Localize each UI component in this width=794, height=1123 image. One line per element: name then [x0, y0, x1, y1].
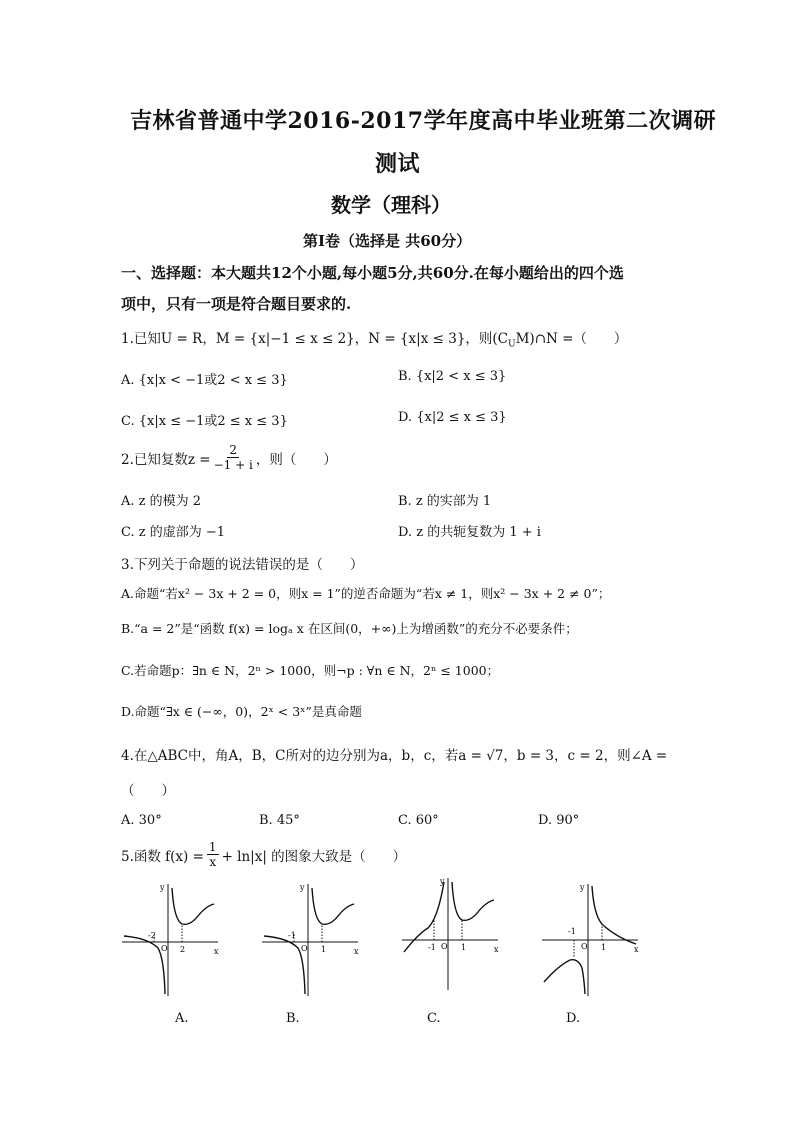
page-title-line2: 测试	[375, 151, 421, 177]
graph-a-tick-neg: -2	[148, 931, 156, 940]
q4-option-a: A. 30°	[121, 813, 162, 828]
graph-a-curve-right	[172, 888, 214, 924]
q2-stem-pre: 2.已知复数z =	[121, 451, 211, 468]
graph-d-curve-left	[544, 960, 585, 994]
graph-b-tick-neg: -1	[288, 931, 296, 940]
q4-stem: 4.在△ABC中，角A，B，C所对的边分别为a，b，c，若a = √7，b = 3，c = 2，则∠A =	[121, 748, 668, 764]
graph-d-curve-right	[592, 886, 636, 944]
q1-stem-tail: M)∩N =（ ）	[515, 331, 628, 347]
graph-c-y-label: y	[440, 877, 445, 886]
graph-a-origin-label: O	[161, 944, 168, 953]
q2-option-d: D. z 的共轭复数为 1 + i	[398, 525, 541, 540]
q2-numerator: 2	[229, 443, 238, 457]
q4-option-d: D. 90°	[538, 813, 580, 828]
graph-label-d: D.	[566, 1011, 581, 1026]
graph-b-curve-right	[312, 888, 354, 924]
graph-d-y-label: y	[580, 883, 585, 892]
q3-option-d: D.命题“∃x ∈ (−∞，0)，2ˣ < 3ˣ”是真命题	[121, 704, 362, 719]
graph-d-origin-label: O	[581, 942, 588, 951]
section-instructions-line1: 一、选择题：本大题共12个小题,每小题5分,共60分.在每小题给出的四个选	[121, 264, 624, 282]
q1-stem-text: 1.已知U = R，M = {x|−1 ≤ x ≤ 2}，N = {x|x ≤ 3}，则(C	[121, 331, 509, 347]
q2-option-c: C. z 的虚部为 −1	[121, 525, 226, 540]
q1-option-c: C. {x|x ≤ −1或2 ≤ x ≤ 3}	[121, 414, 288, 429]
q5-numerator: 1	[208, 840, 217, 854]
section-instructions-line2: 项中，只有一项是符合题目要求的.	[121, 295, 352, 313]
graph-b	[258, 878, 368, 1000]
q5-stem-post: + ln|x| 的图象大致是（ ）	[221, 848, 407, 865]
graph-a-tick-pos: 2	[180, 945, 186, 954]
q2-stem	[121, 443, 337, 472]
graph-b-curve-left	[264, 936, 305, 994]
q1-option-b: B. {x|2 < x ≤ 3}	[398, 369, 507, 384]
page-title-line1: 吉林省普通中学2016-2017学年度高中毕业班第二次调研	[130, 108, 717, 134]
graph-b-origin-label: O	[301, 944, 308, 953]
q2-stem-post: ，则（ ）	[255, 451, 337, 468]
graph-a-x-label: x	[214, 947, 219, 956]
graph-d-tick-neg: -1	[568, 927, 576, 936]
graph-c	[398, 872, 508, 994]
q1-option-a: A. {x|x < −1或2 < x ≤ 3}	[121, 373, 288, 388]
graph-label-b: B.	[286, 1011, 300, 1026]
graph-c-tick-pos: 1	[461, 943, 467, 952]
q5-denominator: x	[209, 855, 217, 869]
subject-title: 数学（理科）	[331, 193, 451, 217]
q3-stem: 3.下列关于命题的说法错误的是（ ）	[121, 557, 364, 573]
q5-stem-pre: 5.函数 f(x) =	[121, 848, 204, 865]
graph-c-curve-right	[452, 882, 494, 920]
graph-b-tick-pos: 1	[321, 945, 327, 954]
graph-label-c: C.	[427, 1011, 441, 1026]
graph-label-a: A.	[175, 1011, 189, 1026]
q4-paren: （ ）	[121, 783, 175, 799]
q2-option-b: B. z 的实部为 1	[398, 494, 492, 509]
graph-d-tick-pos: 1	[601, 943, 607, 952]
graph-c-tick-neg: -1	[428, 943, 436, 952]
graph-a-curve-left	[124, 936, 165, 994]
q3-option-c: C.若命题p：∃n ∈ N，2ⁿ > 1000，则¬p : ∀n ∈ N，2ⁿ ≤ 1000；	[121, 663, 500, 678]
q3-option-b: B.“a = 2”是“函数 f(x) = logₐ x 在区间(0，+∞)上为增函数”的充分不必要条件；	[121, 621, 578, 636]
graph-c-x-label: x	[494, 945, 499, 954]
q2-option-a: A. z 的模为 2	[121, 494, 202, 509]
q1-stem-sub: U	[508, 339, 516, 350]
graph-d-x-label: x	[634, 945, 639, 954]
q2-denominator: −1 + i	[213, 458, 253, 472]
graph-c-curve-left	[404, 882, 444, 952]
q1-option-d: D. {x|2 ≤ x ≤ 3}	[398, 410, 507, 425]
q4-option-c: C. 60°	[398, 813, 439, 828]
part-heading: 第Ⅰ卷（选择是 共60分）	[303, 232, 472, 250]
graph-a-y-label: y	[160, 883, 165, 892]
q5-fraction	[207, 840, 219, 869]
q2-fraction	[214, 443, 253, 472]
q3-option-a: A.命题“若x² − 3x + 2 = 0，则x = 1”的逆否命题为“若x ≠ 1，则x² − 3x + 2 ≠ 0”；	[121, 586, 611, 601]
graph-b-y-label: y	[300, 883, 305, 892]
graph-d	[538, 878, 648, 1000]
graph-b-x-label: x	[354, 947, 359, 956]
graph-c-origin-label: O	[441, 942, 448, 951]
graph-a	[118, 878, 228, 1000]
q1-stem	[121, 327, 627, 350]
q4-option-b: B. 45°	[259, 813, 300, 828]
q5-stem	[121, 840, 406, 869]
